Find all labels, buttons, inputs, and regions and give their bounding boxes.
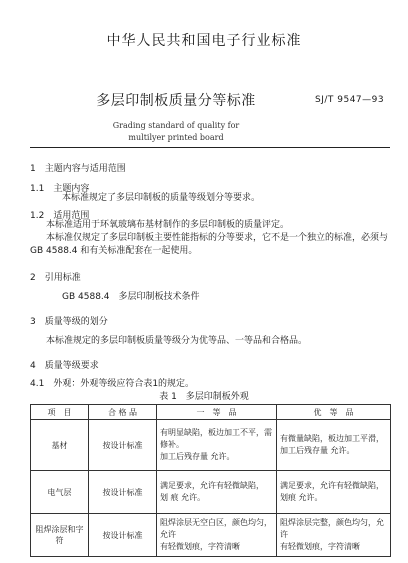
table-row	[31, 420, 391, 471]
table-cell: 按设计标准	[89, 471, 157, 514]
header-superior-grade: 优 等 品	[277, 405, 391, 420]
section-1-2-line-2: 本标准仅规定了多层印制板主要性能指标的分等要求，它不是一个独立的标准，必须与	[46, 233, 389, 243]
english-title-line-1: Grading standard of quality for	[112, 121, 240, 130]
standard-header: 中华人民共和国电子行业标准	[106, 33, 302, 49]
section-4-1-text: 4.1 外观：外观等级应符合表1的规定。	[30, 379, 195, 389]
section-2-text: GB 4588.4 多层印制板技术条件	[62, 292, 200, 302]
table-cell: 有微量缺陷，板边加工平滑， 加工后残存量 允许。	[277, 420, 391, 471]
section-2-heading: 2 引用标准	[30, 273, 81, 283]
section-1-2-line-1: 本标准适用于环氧玻璃布基材制作的多层印制板的质量评定。	[46, 220, 290, 230]
table-cell: 按设计标准	[89, 420, 157, 471]
table-cell: 满足要求，允许有轻微缺陷， 划 痕 允许。	[157, 471, 277, 514]
appearance-table	[30, 404, 391, 557]
document-title: 多层印制板质量分等标准	[96, 93, 256, 109]
table-cell: 阻焊涂层无空白区，颜色均匀，允许 有轻微划痕，字符清晰	[157, 514, 277, 557]
section-3-heading: 3 质量等级的划分	[30, 317, 108, 327]
table-cell: 按设计标准	[89, 514, 157, 557]
table-cell: 基材	[31, 420, 89, 471]
header-first-grade: 一 等 品	[157, 405, 277, 420]
header-item: 项 目	[31, 405, 89, 420]
section-1-2-line-3: GB 4588.4 和有关标准配套在一起使用。	[30, 246, 198, 256]
table-cell: 满足要求，允许有轻微缺陷， 划痕 允许。	[277, 471, 391, 514]
section-4-heading: 4 质量等级要求	[30, 361, 99, 371]
table-cell: 电气层	[31, 471, 89, 514]
english-title-line-2: multilyer printed board	[128, 133, 224, 142]
standard-number: SJ/T 9547—93	[315, 95, 385, 105]
table-caption: 表 1 多层印制板外观	[159, 392, 249, 402]
section-1-heading: 1 主题内容与适用范围	[30, 164, 126, 174]
section-1-2-heading: 1.2 适用范围	[30, 211, 90, 221]
table-cell: 阻焊涂层完整，颜色均匀，允许 有轻微划痕，字符清晰	[277, 514, 391, 557]
section-1-1-text: 本标准规定了多层印制板的质量等级划分等要求。	[62, 193, 261, 203]
table-cell: 有明显缺陷，板边加工不平，需修补。 加工后残存量 允许。	[157, 420, 277, 471]
section-3-text: 本标准规定的多层印制板质量等级分为优等品、一等品和合格品。	[46, 336, 308, 346]
table-cell: 阻焊涂层和字符	[31, 514, 89, 557]
table-row	[31, 514, 391, 557]
table-row	[31, 471, 391, 514]
header-qualified: 合 格 品	[89, 405, 157, 420]
header-divider	[30, 147, 390, 148]
table-header-row	[31, 405, 391, 420]
section-1-1-heading: 1.1 主题内容	[30, 184, 90, 194]
